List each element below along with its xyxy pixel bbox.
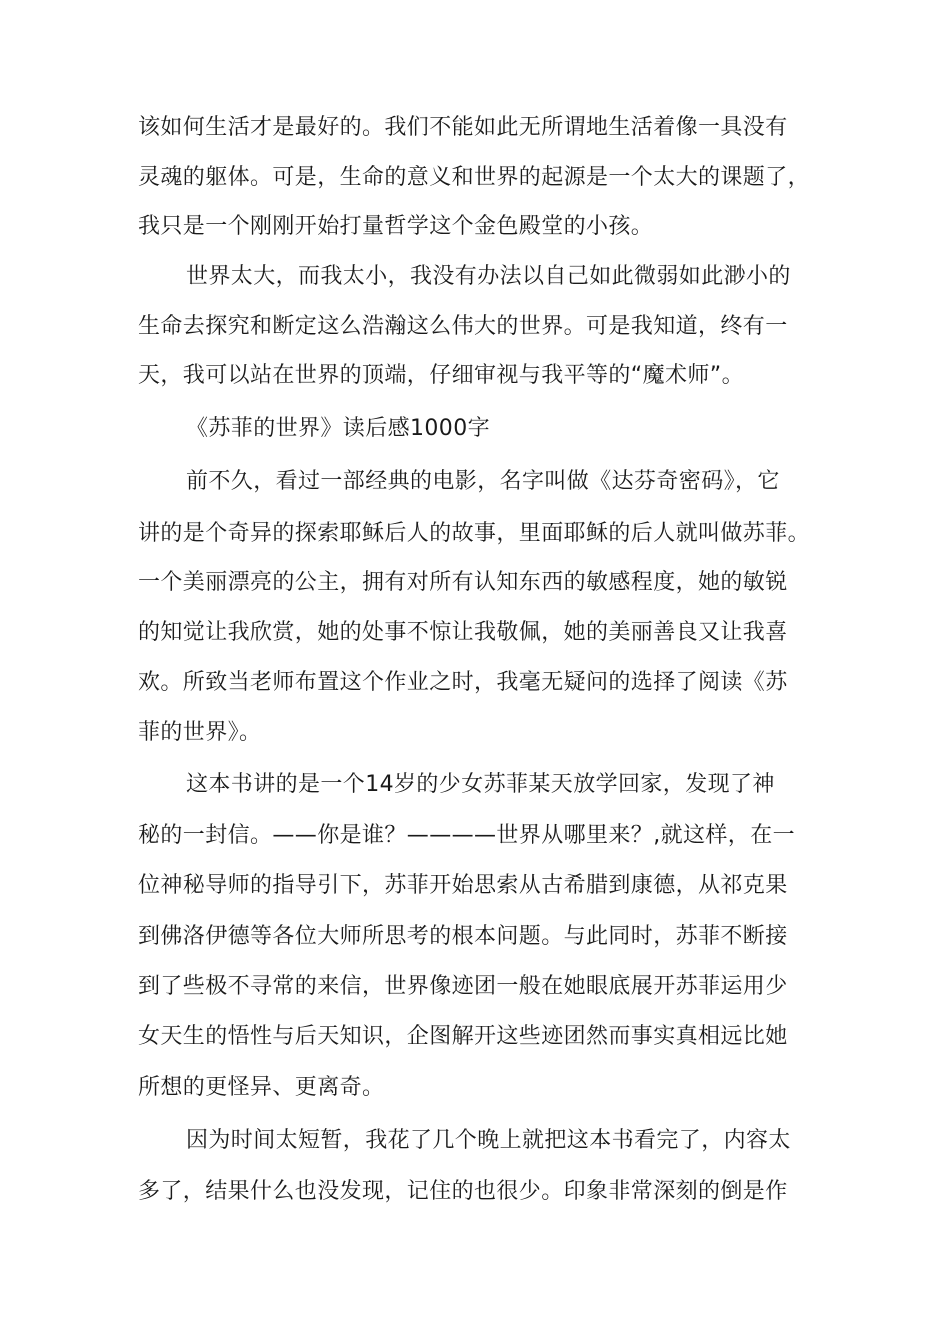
text-line: 天，我可以站在世界的顶端，仔细审视与我平等的“魔术师”。 (138, 363, 744, 388)
text-line: 秘的一封信。——你是谁？————世界从哪里来？,就这样，在一 (138, 823, 795, 848)
text-line: 一个美丽漂亮的公主，拥有对所有认知东西的敏感程度，她的敏锐 (138, 570, 788, 595)
text-line: 讲的是个奇异的探索耶稣后人的故事，里面耶稣的后人就叫做苏菲。 (138, 521, 811, 546)
text-line: 前不久，看过一部经典的电影，名字叫做《达芬奇密码》，它 (186, 469, 780, 494)
text-line: 世界太大，而我太小，我没有办法以自己如此微弱如此渺小的 (186, 264, 791, 289)
section-heading: 《苏菲的世界》读后感1000字 (186, 416, 490, 441)
text-line: 该如何生活才是最好的。我们不能如此无所谓地生活着像一具没有 (138, 115, 788, 140)
text-line: 多了，结果什么也没发现，记住的也很少。印象非常深刻的倒是作 (138, 1179, 788, 1204)
text-line: 到了些极不寻常的来信，世界像迹团一般在她眼底展开苏菲运用少 (138, 974, 788, 999)
text-line: 欢。所致当老师布置这个作业之时，我毫无疑问的选择了阅读《苏 (138, 670, 788, 695)
text-line: 所想的更怪异、更离奇。 (138, 1075, 385, 1100)
text-line: 女天生的悟性与后天知识，企图解开这些迹团然而事实真相远比她 (138, 1024, 788, 1049)
text-line: 菲的世界》。 (138, 720, 262, 745)
text-line: 我只是一个刚刚开始打量哲学这个金色殿堂的小孩。 (138, 214, 654, 239)
text-line: 的知觉让我欣赏，她的处事不惊让我敬佩，她的美丽善良又让我喜 (138, 620, 788, 645)
text-line: 到佛洛伊德等各位大师所思考的根本问题。与此同时，苏菲不断接 (138, 924, 788, 949)
text-line: 因为时间太短暂，我花了几个晚上就把这本书看完了，内容太 (186, 1128, 791, 1153)
text-line: 生命去探究和断定这么浩瀚这么伟大的世界。可是我知道，终有一 (138, 314, 788, 339)
text-line: 这本书讲的是一个14岁的少女苏菲某天放学回家，发现了神 (186, 772, 775, 797)
text-line: 灵魂的躯体。可是，生命的意义和世界的起源是一个太大的课题了， (138, 165, 811, 190)
text-line: 位神秘导师的指导引下，苏菲开始思索从古希腊到康德，从祁克果 (138, 873, 788, 898)
